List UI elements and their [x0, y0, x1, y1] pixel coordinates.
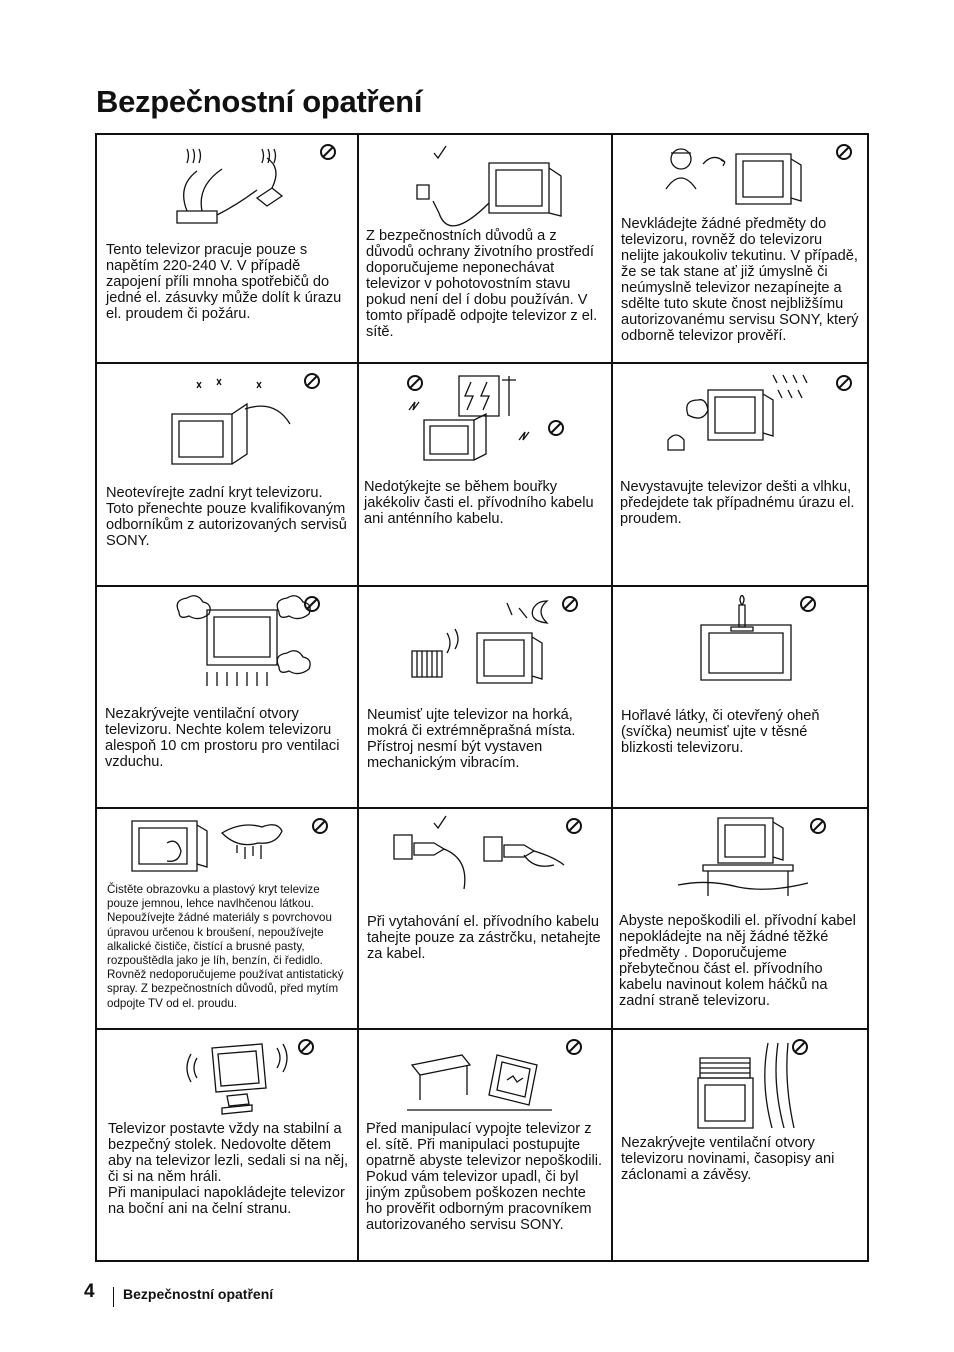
- page-title: Bezpečnostní opatření: [96, 84, 423, 119]
- safety-text: Neotevírejte zadní kryt televizoru. Toto přenechte pouze kvalifikovaným odborníkům z autorizovaných servisů SONY.: [106, 485, 347, 549]
- heat-sun-icon: [407, 593, 567, 688]
- page-number: 4: [84, 1281, 95, 1302]
- safety-cell-back-cover: [97, 364, 357, 585]
- unstable-stand-icon: [177, 1038, 297, 1128]
- safety-text: Hořlavé látky, či otevřený oheň (svíčka) neumisť ujte v těsné blizkosti televizoru.: [621, 708, 820, 756]
- safety-cell-fire: [613, 587, 869, 807]
- prohibited-icon: [835, 143, 853, 161]
- safety-cell-storm: [359, 364, 611, 585]
- tv-unplugged-icon: [409, 143, 569, 238]
- safety-text: Nevkládejte žádné předměty do televizoru, rovněž do televizoru nelijte jakoukoliv tekutinu. V případě, že se tak stane ať již úmyslně či neúmyslně televizor nezapínejte a sdělte tuto skute čnost nejbližšímu autorizovanému servisu SONY, který odborně televizor prověří.: [621, 216, 859, 344]
- safety-text: Před manipulací vypojte televizor z el. sítě. Při manipulaci postupujte opatrně abyste televizor nepoškodili. Pokud vám televizor upadl, či byl jiným způsobem poškozen nechte ho prověřit odborným pracovníkem autorizovaného servisu SONY.: [366, 1121, 603, 1233]
- safety-text: Neumisť ujte televizor na horká, mokrá či extrémněprašná místa. Přístroj nesmí být vystaven mechanickým vibracím.: [367, 707, 576, 771]
- safety-cell-standby: [359, 135, 611, 362]
- safety-text: Čistěte obrazovku a plastový kryt televize pouze jemnou, lehce navlhčenou látkou. Nepoužívejte žádné materiály s povrchovou úpravou určenou k broušení, nepoužívejte alkalické čističe, čistící a brusné pasty, rozpouštědla jako je líh, benzín, či ředidlo. Rovněž nedoporučujeme používat antistatický spray. Z bezpečnostních důvodů, před mytím odpojte TV od el. proudu.: [107, 883, 344, 1010]
- prohibited-icon: [791, 1038, 809, 1056]
- prohibited-icon: [319, 143, 337, 161]
- safety-text: Nezakrývejte ventilační otvory televizoru. Nechte kolem televizoru alespoň 10 cm prostoru pro ventilaci vzduchu.: [105, 706, 340, 770]
- prohibited-icon: [835, 374, 853, 392]
- safety-cell-heat: [359, 587, 611, 807]
- safety-cell-objects: [613, 135, 869, 362]
- rain-moisture-icon: [658, 370, 818, 465]
- safety-cell-voltage: [97, 135, 357, 362]
- safety-text: Nedotýkejte se během bouřky jakékoliv časti el. přívodního kabelu ani anténního kabelu.: [364, 479, 594, 527]
- prohibited-icon: [406, 374, 424, 392]
- prohibited-icon: [799, 595, 817, 613]
- candle-on-tv-icon: [661, 595, 821, 690]
- safety-cell-cable: [613, 809, 869, 1028]
- safety-text: Tento televizor pracuje pouze s napětím 220-240 V. V případě zapojení příli mnoha spotřebičů do jedné el. zásuvky může dolít k úrazu el. proudem či požáru.: [106, 242, 342, 322]
- safety-text: Televizor postavte vždy na stabilní a bezpečný stolek. Nedovolte dětem aby na televizor lezli, sedali si na něj, či si na něm hráli. Při manipulaci napokládejte televizor na boční ani na čelní stranu.: [108, 1121, 349, 1217]
- prohibited-icon: [547, 419, 565, 437]
- prohibited-icon: [303, 595, 321, 613]
- prohibited-icon: [303, 372, 321, 390]
- safety-grid: [95, 133, 869, 1262]
- safety-cell-rain: [613, 364, 869, 585]
- pull-plug-icon: [389, 815, 569, 900]
- safety-cell-stand: [97, 1030, 357, 1260]
- safety-text: Nezakrývejte ventilační otvory televizoru novinami, časopisy ani záclonami a závěsy.: [621, 1135, 835, 1183]
- prohibited-icon: [561, 595, 579, 613]
- safety-cell-cover: [613, 1030, 869, 1260]
- overloaded-socket-icon: [147, 143, 307, 238]
- safety-text: Z bezpečnostních důvodů a z důvodů ochrany životního prostředí doporučujeme neponechávat televizor v pohotovostním stavu pokud není del í dobu používán. V tomto případě odpojte televizor z el. sítě.: [366, 228, 598, 340]
- footer-section-label: Bezpečnostní opatření: [123, 1286, 274, 1302]
- prohibited-icon: [565, 817, 583, 835]
- safety-cell-handling: [359, 1030, 611, 1260]
- safety-text: Nevystavujte televizor dešti a vlhku, předejdete tak případnému úrazu el. proudem.: [620, 479, 855, 527]
- prohibited-icon: [809, 817, 827, 835]
- prohibited-icon: [565, 1038, 583, 1056]
- falling-tv-icon: [407, 1040, 557, 1120]
- prohibited-icon: [297, 1038, 315, 1056]
- cleaning-cloth-icon: [127, 813, 307, 883]
- safety-cell-cleaning: [97, 809, 357, 1028]
- safety-cell-ventilation: [97, 587, 357, 807]
- newspapers-on-tv-icon: [688, 1038, 798, 1133]
- safety-text: Abyste nepoškodili el. přívodní kabel nepokládejte na něj žádné těžké předměty . Doporučujeme přebytečnou část el. přívodního kabelu navinout kolem háčků na zadní straně televizoru.: [619, 913, 856, 1009]
- open-back-cover-icon: [157, 374, 317, 469]
- footer-divider: [113, 1287, 114, 1307]
- prohibited-icon: [311, 817, 329, 835]
- safety-cell-plug: [359, 809, 611, 1028]
- safety-text: Při vytahování el. přívodního kabelu tahejte pouze za zástrčku, netahejte za kabel.: [367, 914, 601, 962]
